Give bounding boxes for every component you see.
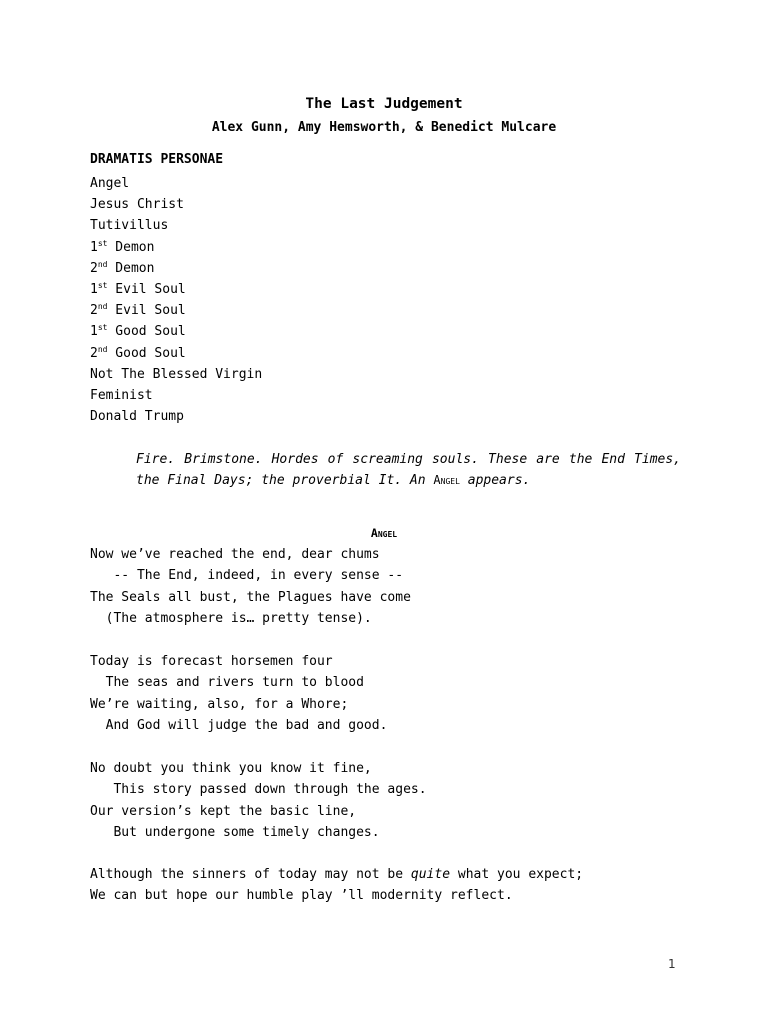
verse-text: Although the sinners of today may not be <box>90 867 411 882</box>
cast-item <box>90 406 262 427</box>
page-number: 1 <box>668 957 676 971</box>
cast-role: Angel <box>90 176 130 191</box>
cast-role: Demon <box>107 239 155 255</box>
ordinal-suffix: st <box>97 238 108 248</box>
cast-role: Donald Trump <box>90 409 184 425</box>
ordinal-number: 2 <box>90 260 98 276</box>
verse-line: The Seals all bust, the Plagues have come <box>90 589 411 605</box>
verse-line: We can but hope our humble play ’ll modernity reflect. <box>90 888 513 904</box>
ordinal-number: 2 <box>90 345 98 361</box>
cast-item <box>90 300 262 321</box>
verse-line: Today is forecast horsemen four <box>90 654 333 669</box>
verse-text: what you expect; <box>450 867 584 882</box>
ordinal-number: 2 <box>90 303 98 319</box>
stage-direction <box>136 449 681 492</box>
cast-item <box>90 173 262 194</box>
cast-item <box>90 215 262 236</box>
verse-line: And God will judge the bad and good. <box>90 717 388 733</box>
cast-item <box>90 194 262 215</box>
ordinal-suffix: st <box>97 280 108 290</box>
cast-role: Good Soul <box>107 324 186 340</box>
ordinal-suffix: nd <box>97 344 108 354</box>
cast-item <box>90 364 262 385</box>
verse-line: We’re waiting, also, for a Whore; <box>90 696 349 712</box>
play-authors: Alex Gunn, Amy Hemsworth, & Benedict Mulcare <box>211 120 557 135</box>
verse-line: (The atmosphere is… pretty tense). <box>90 610 372 626</box>
ordinal-number: 1 <box>90 239 98 255</box>
verse-line: But undergone some timely changes. <box>90 824 380 840</box>
verse-line <box>90 864 583 885</box>
cast-item <box>90 343 262 364</box>
verse-stanza <box>90 651 387 736</box>
verse-stanza <box>90 758 427 843</box>
verse-line: Our version’s kept the basic line, <box>90 803 357 819</box>
ordinal-suffix: st <box>97 323 108 333</box>
cast-item <box>90 385 262 406</box>
ordinal-suffix: nd <box>97 302 108 312</box>
verse-line: This story passed down through the ages. <box>90 782 427 798</box>
cast-role: Evil Soul <box>107 303 186 319</box>
cast-role: Jesus Christ <box>90 197 184 213</box>
cast-list <box>90 173 262 427</box>
ordinal-number: 1 <box>90 281 98 297</box>
stage-direction-text: Fire. Brimstone. Hordes of screaming souls. These are the End Times, the Final Days; the proverbial It. An <box>136 452 681 489</box>
verse-line: The seas and rivers turn to blood <box>90 675 364 691</box>
ordinal-suffix: nd <box>97 259 108 269</box>
verse-line: -- The End, indeed, in every sense -- <box>90 568 404 584</box>
verse-line: Now we’ve reached the end, dear chums <box>90 547 380 562</box>
cast-role: Not The Blessed Virgin <box>90 366 263 382</box>
cast-item <box>90 237 262 258</box>
cast-item <box>90 279 262 300</box>
verse-stanza <box>90 864 583 907</box>
cast-item <box>90 321 262 342</box>
verse-stanza <box>90 544 411 629</box>
emphasis-text: quite <box>410 867 451 882</box>
stage-direction-character: Angel <box>433 473 460 488</box>
cast-item <box>90 258 262 279</box>
play-title: The Last Judgement <box>305 96 463 112</box>
cast-role: Feminist <box>90 387 153 403</box>
cast-role: Tutivillus <box>90 218 169 234</box>
dramatis-personae-heading: DRAMATIS PERSONAE <box>90 152 224 167</box>
ordinal-number: 1 <box>90 324 98 340</box>
cast-role: Demon <box>107 260 155 276</box>
stage-direction-after: appears. <box>467 473 531 489</box>
cast-role: Evil Soul <box>107 281 186 297</box>
speaker-name: Angel <box>370 526 398 540</box>
cast-role: Good Soul <box>107 345 186 361</box>
verse-line: No doubt you think you know it fine, <box>90 761 372 776</box>
